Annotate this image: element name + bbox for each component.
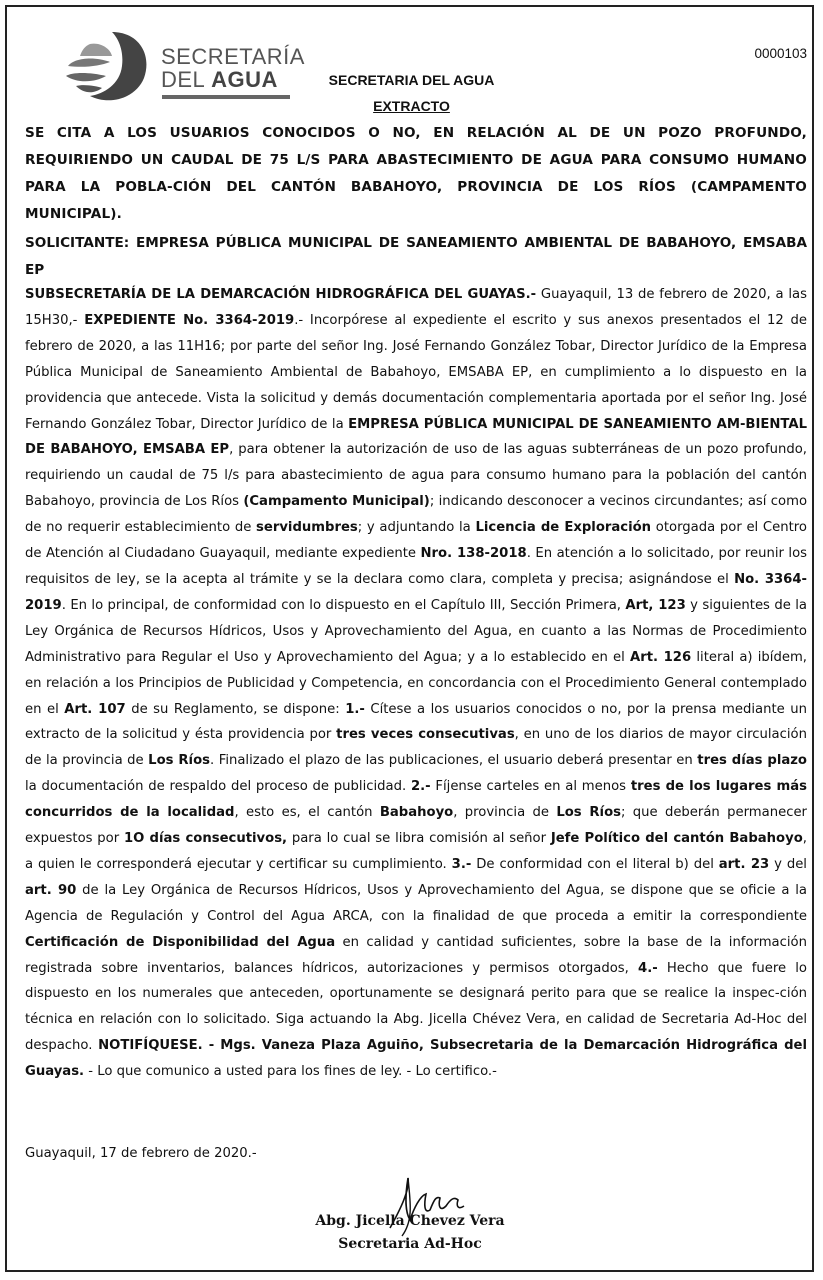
body-text-segment: , para obtener la autorización de uso de las aguas subterráneas de un pozo profundo, requiriendo un caudal de 75 l/s para abastecimiento de agua para consumo humano para la población del cantón Babahoyo, provincia de Los Ríos <box>25 442 807 510</box>
body-bold-segment: tres de los lugares más concurridos de la localidad <box>25 779 807 821</box>
body-bold-segment: 3.- <box>451 856 472 872</box>
body-bold-segment: Jefe Político del cantón Babahoyo <box>550 831 803 847</box>
body-text-segment: Guayaquil, 13 de febrero de 2020, a las 15H30,- <box>25 287 807 328</box>
body-bold-segment: Certificación de Disponibilidad del Agua <box>25 934 336 950</box>
body-bold-segment: Nro. 138-2018 <box>420 546 527 562</box>
header-title: SECRETARIA DEL AGUA <box>328 72 495 88</box>
body-text-segment: ; indicando desconocer a vecinos circundantes; así como de no requerir establecimiento de <box>25 494 808 536</box>
body-bold-segment: (Campamento Municipal) <box>243 494 430 510</box>
body-text-segment: ; que deberán permanecer expuestos por <box>25 805 807 847</box>
body-text-segment: , esto es, el cantón <box>234 805 380 821</box>
body-text-segment: para lo cual se libra comisión al señor <box>287 831 551 847</box>
body-bold-segment: Licencia de Exploración <box>475 520 652 536</box>
body-bold-segment: Art. 126 <box>630 649 692 665</box>
body-text-segment: literal a) ibídem, en relación a los Principios de Publicidad y Competencia, en concordancia con el Procedimiento General contemplado en el <box>25 649 807 717</box>
body-bold-segment: Art. 107 <box>64 701 126 717</box>
body-bold-segment: 1.- <box>345 701 365 717</box>
body-text-segment: Cítese a los usuarios conocidos o no, por la prensa mediante un extracto de la solicitud y ésta providencia por <box>25 701 807 743</box>
body-bold-segment: Los Ríos <box>556 805 621 821</box>
body-text-segment: , a quien le corresponderá ejecutar y certificar su cumplimiento. <box>25 831 807 872</box>
body-text-segment: - Lo que comunico a usted para los fines de ley. - Lo certifico.- <box>84 1064 497 1080</box>
signer-role: Secretaria Ad-Hoc <box>338 1236 482 1252</box>
body-text-segment: Fíjense carteles en al menos <box>430 779 631 795</box>
body-bold-segment: EXPEDIENTE No. 3364-2019 <box>84 312 295 328</box>
body-paragraph <box>25 282 807 1085</box>
signer-name: Abg. Jicella Chevez Vera <box>315 1213 505 1229</box>
body-bold-segment: 1O días consecutivos, <box>123 831 288 847</box>
body-text-segment: en calidad y cantidad suficientes, sobre la base de la información registrada sobre inventarios, balances hídricos, autorizaciones y permisos otorgados, <box>25 934 807 976</box>
body-bold-segment: art. 23 <box>718 856 770 872</box>
body-bold-segment: Babahoyo <box>379 805 454 821</box>
body-text-segment: De conformidad con el literal b) del <box>471 856 719 872</box>
body-bold-segment: Los Ríos <box>148 753 210 769</box>
body-bold-segment: NOTIFÍQUESE. - Mgs. Vaneza Plaza Aguiño, Subsecretaria de la Demarcación Hidrográfica del Guayas. <box>25 1038 807 1080</box>
header-subtitle: EXTRACTO <box>373 98 450 114</box>
citation-paragraph: SE CITA A LOS USUARIOS CONOCIDOS O NO, EN RELACIÓN AL DE UN POZO PROFUNDO, REQUIRIENDO UN CAUDAL DE 75 L/S PARA ABASTECIMIENTO DE AGUA PARA CONSUMO HUMANO PARA LA POBLA-CIÓN DEL CANTÓN BABAHOYO, PROVINCIA DE LOS RÍOS (CAMPAMENTO MUNICIPAL). <box>25 125 807 222</box>
body-text-segment: la documentación de respaldo del proceso de publicidad. <box>25 779 411 795</box>
body-text-segment: . En atención a lo solicitado, por reunir los requisitos de ley, se la acepta al trámite y se la declara como clara, completa y precisa; asignándose el <box>25 546 808 587</box>
body-text-segment: , en uno de los diarios de mayor circulación de la provincia de <box>25 727 807 769</box>
logo-text: DEL AGUA <box>161 67 278 92</box>
body-text-segment: , provincia de <box>453 805 557 821</box>
body-text-segment: . En lo principal, de conformidad con lo dispuesto en el Capítulo III, Sección Primera, <box>61 597 626 613</box>
body-text-segment: y del <box>769 856 807 872</box>
body-bold-segment: tres veces consecutivas <box>336 727 515 743</box>
body-bold-segment: SUBSECRETARÍA DE LA DEMARCACIÓN HIDROGRÁFICA DEL GUAYAS.- <box>25 287 537 302</box>
body-bold-segment: 4.- <box>638 960 658 976</box>
body-text-segment: ; y adjuntando la <box>357 520 476 536</box>
body-bold-segment: art. 90 <box>25 882 77 898</box>
applicant-line: SOLICITANTE: EMPRESA PÚBLICA MUNICIPAL DE SANEAMIENTO AMBIENTAL DE BABAHOYO, EMSABA EP <box>25 235 807 278</box>
body-text-segment: Hecho que fuere lo dispuesto en los numerales que anteceden, oportunamente se designará perito para que se realice la inspec-ción técnica en relación con lo solicitado. Siga actuando la Abg. Jicella Chévez Vera, en calidad de Secretaria Ad-Hoc del despacho. <box>25 960 807 1054</box>
logo-text: SECRETARÍA <box>161 44 305 69</box>
body-text-segment: y siguientes de la Ley Orgánica de Recursos Hídricos, Usos y Aprovechamiento del Agua, en cuanto a las Normas de Procedimiento Administrativo para Regular el Uso y Aprovechamiento del Agua; y a lo establecido en el <box>25 597 807 665</box>
body-text-segment: de su Reglamento, se dispone: <box>125 701 346 717</box>
body-bold-segment: tres días plazo <box>697 753 807 769</box>
handwritten-signature <box>380 1170 470 1240</box>
body-text-segment: . Finalizado el plazo de las publicaciones, el usuario deberá presentar en <box>209 753 698 769</box>
body-text-segment: .- Incorpórese al expediente el escrito y sus anexos presentados el 12 de febrero de 2020, a las 11H16; por parte del señor Ing. José Fernando González Tobar, Director Jurídico de la Empresa Pública Municipal de Saneamiento Ambiental de Babahoyo, EMSABA EP, en cumplimiento a lo dispuesto en la providencia que antecede. Vista la solicitud y demás documentación complementaria aportada por el señor Ing. José Fernando González Tobar, Director Jurídico de la <box>25 312 808 432</box>
body-text-segment: de la Ley Orgánica de Recursos Hídricos, Usos y Aprovechamiento del Agua, se dispone que se oficie a la Agencia de Regulación y Control del Agua ARCA, con la finalidad de que proceda a emitir la correspondiente <box>25 882 807 924</box>
body-bold-segment: EMPRESA PÚBLICA MUNICIPAL DE SANEAMIENTO AM-BIENTAL DE BABAHOYO, EMSABA EP <box>25 416 808 458</box>
date-line: Guayaquil, 17 de febrero de 2020.- <box>25 1146 257 1161</box>
body-bold-segment: Art, 123 <box>625 597 686 613</box>
body-text-segment: otorgada por el Centro de Atención al Ciudadano Guayaquil, mediante expediente <box>25 520 807 562</box>
body-bold-segment: servidumbres <box>256 520 358 536</box>
body-bold-segment: No. 3364-2019 <box>25 571 807 613</box>
document-number: 0000103 <box>754 46 807 61</box>
body-bold-segment: 2.- <box>410 779 431 795</box>
